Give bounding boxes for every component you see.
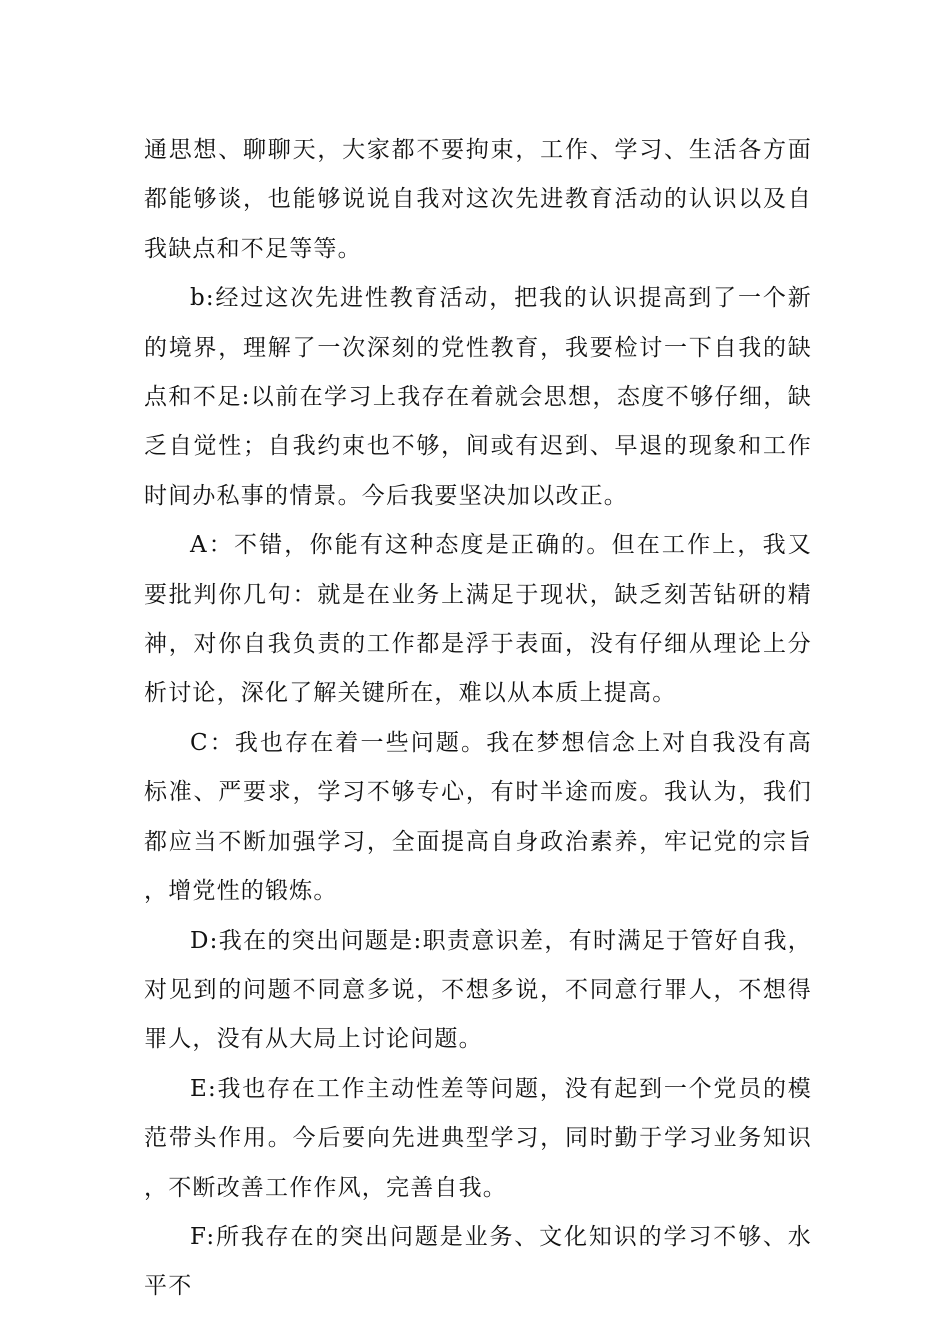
- paragraph-c: C：我也存在着一些问题。我在梦想信念上对自我没有高标准、严要求，学习不够专心，有时半途而废。我认为，我们都应当不断加强学习，全面提高自身政治素养，牢记党的宗旨，增党性的锻炼。: [144, 729, 812, 905]
- paragraph-a: A：不错，你能有这种态度是正确的。但在工作上，我又要批判你几句：就是在业务上满足于现状，缺乏刻苦钻研的精神，对你自我负责的工作都是浮于表面，没有仔细从理论上分析讨论，深化了解关键所在，难以从本质上提高。: [144, 532, 812, 707]
- document-body: [144, 126, 812, 1312]
- paragraph-f: F:所我存在的突出问题是业务、文化知识的学习不够、水平不: [144, 1223, 812, 1300]
- paragraph-d: D:我在的突出问题是:职责意识差，有时满足于管好自我，对见到的问题不同意多说，不想多说，不同意行罪人，不想得罪人，没有从大局上讨论问题。: [144, 927, 812, 1053]
- paragraph-continuation: 通思想、聊聊天，大家都不要拘束，工作、学习、生活各方面都能够谈，也能够说说自我对这次先进教育活动的认识以及自我缺点和不足等等。: [144, 137, 812, 262]
- paragraph-e: E:我也存在工作主动性差等问题，没有起到一个党员的模范带头作用。今后要向先进典型学习，同时勤于学习业务知识，不断改善工作作风，完善自我。: [144, 1075, 812, 1201]
- paragraph-b: b:经过这次先进性教育活动，把我的认识提高到了一个新的境界，理解了一次深刻的党性教育，我要检讨一下自我的缺点和不足:以前在学习上我存在着就会思想，态度不够仔细，缺乏自觉性；自我约束也不够，间或有迟到、早退的现象和工作时间办私事的情景。今后我要坚决加以改正。: [144, 285, 812, 509]
